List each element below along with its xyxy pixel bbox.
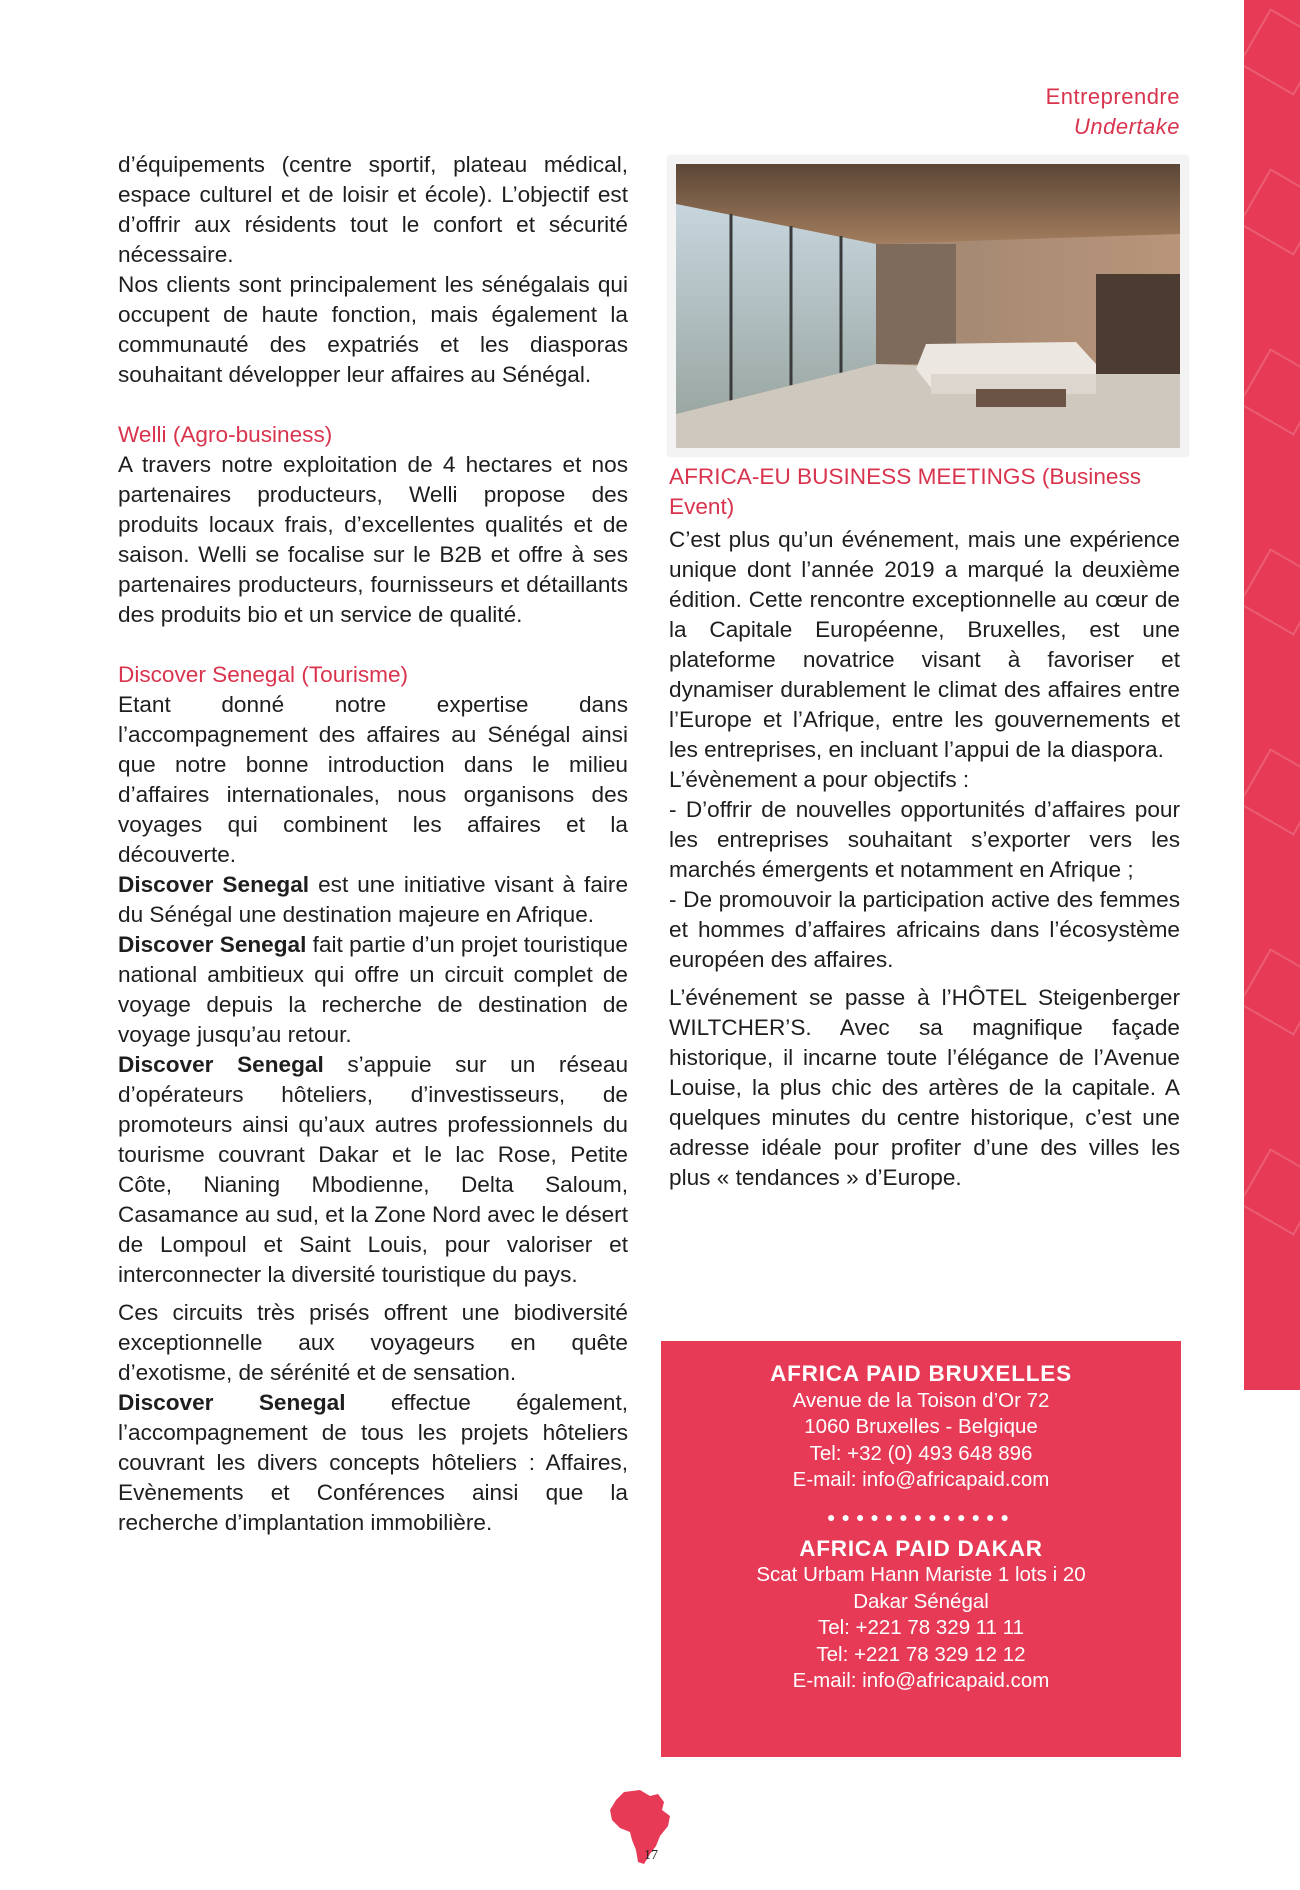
section-tag-en: Undertake: [1073, 114, 1180, 139]
brand-name: Discover Senegal: [118, 1390, 346, 1415]
brussels-address-line-2: 1060 Bruxelles - Belgique: [804, 1415, 1038, 1438]
venue-paragraph: L’événement se passe à l’HÔTEL Steigenberger WILTCHER’S. Avec sa magnifique façade historique, il incarne toute l’élégance de l’Avenue Louise, la plus chic des artères de la capitale. A quelques minutes du centre historique, c’est une adresse idéale pour profiter d’une des villes les plus « tendances » d’Europe.: [669, 985, 1180, 1190]
brand-name: Discover Senegal: [118, 1052, 324, 1077]
right-column: [669, 525, 1180, 1193]
brussels-email: E-mail: info@africapaid.com: [792, 1468, 1050, 1491]
welli-heading: Welli (Agro-business): [118, 422, 333, 447]
discover-paragraph-4: Discover Senegal s’appuie sur un réseau d’opérateurs hôteliers, d’investisseurs, de promoteurs ainsi qu’aux autres professionnels du tourisme couvrant Dakar et le lac Rose, Petite Côte, Nianing Mbodienne, Delta Saloum, Casamance au sud, et la Zone Nord avec le désert de Lompoul et Saint Louis, pour valoriser et interconnecter la diversité touristique du pays.: [118, 1052, 629, 1287]
brussels-phone: Tel: +32 (0) 493 648 896: [809, 1441, 1033, 1465]
brussels-office-name: AFRICA PAID BRUXELLES: [770, 1361, 1072, 1386]
brand-name: Discover Senegal: [118, 932, 307, 957]
hotel-interior-photo: [668, 156, 1188, 456]
discover-paragraph-5: Ces circuits très prisés offrent une biodiversité exceptionnelle aux voyageurs en quête d’exotisme, de sérénité et de sensation.: [118, 1300, 628, 1385]
dakar-phone-2: Tel: +221 78 329 12 12: [816, 1642, 1026, 1666]
section-tag-fr: Entreprendre: [1045, 84, 1180, 109]
clients-paragraph: Nos clients sont principalement les sénégalais qui occupent de haute fonction, mais également la communauté des expatriés et les diasporas souhaitant développer leur affaires au Sénégal.: [118, 272, 628, 387]
objectives-label: L’évènement a pour objectifs :: [669, 767, 970, 792]
welli-paragraph: A travers notre exploitation de 4 hectares et nos partenaires producteurs, Welli propose des produits locaux frais, d’excellentes qualités et de saison. Welli se focalise sur le B2B et offre à ses partenaires producteurs, fournisseurs et détaillants des produits bio et un service de qualité.: [118, 452, 628, 627]
objective-2: - De promouvoir la participation active des femmes et hommes d’affaires africains dans l’écosystème européen des affaires.: [669, 887, 1180, 972]
section-tag: [1046, 82, 1180, 142]
dakar-address-line-1: Scat Urbam Hann Mariste 1 lots i 20: [756, 1563, 1086, 1586]
decorative-side-band: [1244, 0, 1300, 1390]
event-heading: AFRICA-EU BUSINESS MEETINGS (Business Event): [669, 464, 1142, 519]
contact-box: [661, 1341, 1181, 1757]
dakar-phone-1: Tel: +221 78 329 11 11: [817, 1616, 1025, 1639]
event-intro-paragraph: C’est plus qu’un événement, mais une expérience unique dont l’année 2019 a marqué la deuxième édition. Cette rencontre exceptionnelle au cœur de la Capitale Européenne, Bruxelles, est une plateforme novatrice visant à favoriser et dynamiser durablement le climat des affaires entre l’Europe et l’Afrique, entre les gouvernements et les entreprises, en incluant l’appui de la diaspora.: [669, 527, 1180, 762]
discover-paragraph-1: Etant donné notre expertise dans l’accompagnement des affaires au Sénégal ainsi que notre bonne introduction dans le milieu d’affaires internationales, nous organisons des voyages qui combinent les affaires et la découverte.: [118, 692, 628, 867]
dakar-address-line-2: Dakar Sénégal: [853, 1589, 989, 1613]
brand-name: Discover Senegal: [118, 872, 310, 897]
intro-paragraph: d’équipements (centre sportif, plateau médical, espace culturel et de loisir et école). L’objectif est d’offrir aux résidents tout le confort et sécurité nécessaire.: [118, 152, 628, 267]
dakar-email: E-mail: info@africapaid.com: [792, 1669, 1050, 1692]
discover-paragraph-2: Discover Senegal est une initiative visant à faire du Sénégal une destination majeure en Afrique.: [118, 872, 629, 927]
discover-heading: Discover Senegal (Tourisme): [118, 662, 409, 687]
discover-paragraph-6: Discover Senegal effectue également, l’accompagnement de tous les projets hôteliers couvrant les divers concepts hôteliers : Affaires, Evènements et Conférences ainsi que la recherche d’implantation immobilière.: [118, 1390, 629, 1535]
discover-paragraph-3: Discover Senegal fait partie d’un projet touristique national ambitieux qui offre un circuit complet de voyage depuis la recherche de destination de voyage jusqu’au retour.: [118, 932, 628, 1047]
objective-1: - D’offrir de nouvelles opportunités d’affaires pour les entreprises souhaitant s’exporter vers les marchés émergents et notamment en Afrique ;: [669, 797, 1180, 882]
dakar-office-name: AFRICA PAID DAKAR: [799, 1535, 1043, 1561]
left-column: [118, 150, 628, 1538]
separator-dots: ●●●●●●●●●●●●●: [827, 1508, 1015, 1525]
brussels-address-line-1: Avenue de la Toison d’Or 72: [792, 1388, 1050, 1412]
page-number: 17: [644, 1848, 658, 1863]
